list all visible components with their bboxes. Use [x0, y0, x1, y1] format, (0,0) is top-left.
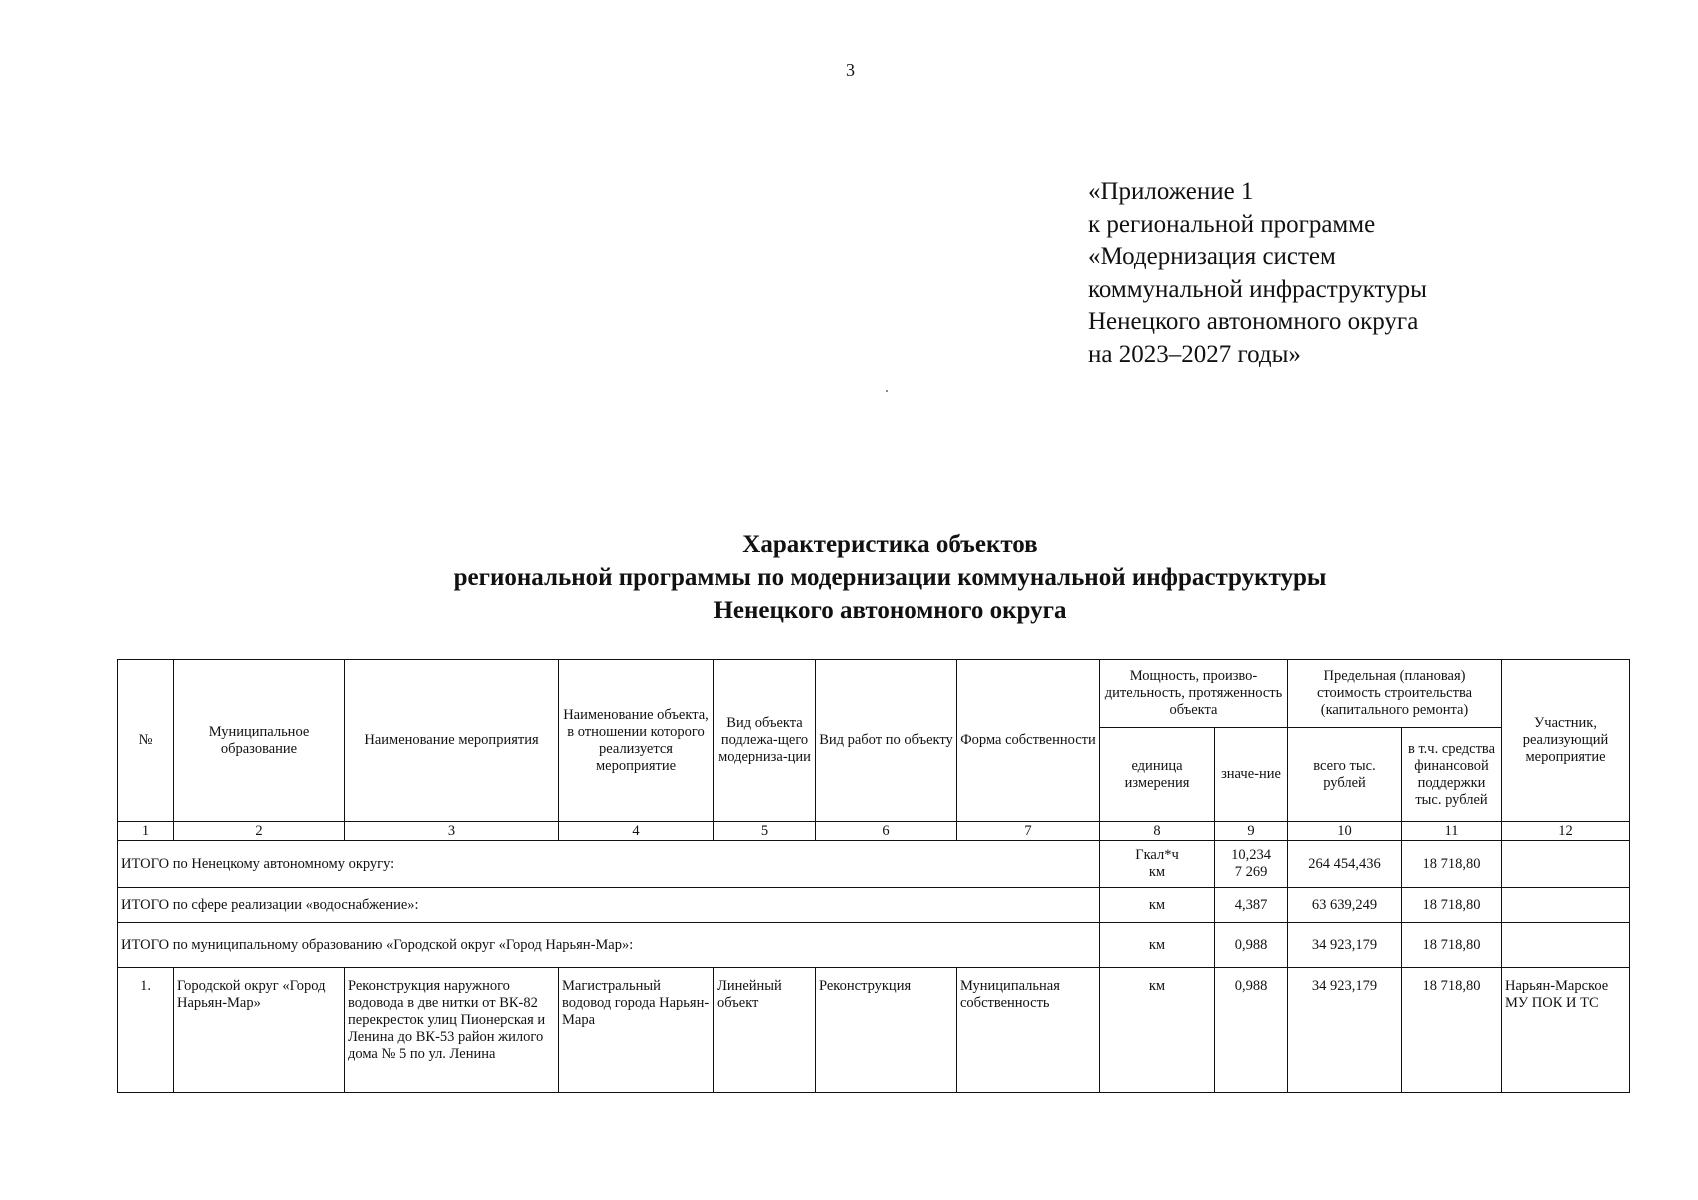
- row-participant: Нарьян-Марское МУ ПОК И ТС: [1502, 968, 1630, 1093]
- total-participant: [1502, 888, 1630, 923]
- appendix-heading: [1088, 176, 1427, 371]
- appendix-line: на 2023–2027 годы»: [1088, 340, 1301, 368]
- header-support: в т.ч. средства финансовой поддержки тыс. рублей: [1402, 728, 1502, 822]
- total-cost: 63 639,249: [1288, 888, 1402, 923]
- column-number: 2: [174, 822, 345, 841]
- total-value: 4,387: [1215, 888, 1288, 923]
- total-support: 18 718,80: [1402, 841, 1502, 888]
- total-unit-line: км: [1148, 864, 1166, 880]
- row-ownership: Муниципальная собственность: [957, 968, 1100, 1093]
- total-value-line: 10,234: [1231, 847, 1271, 863]
- header-ownership: Форма собственности: [957, 660, 1100, 822]
- header-object-type: Вид объекта подлежа-щего модерниза-ции: [714, 660, 816, 822]
- header-object-name: Наименование объекта, в отношении которого реализуется мероприятие: [559, 660, 714, 822]
- total-row-okrug: [118, 841, 1630, 888]
- total-participant: [1502, 923, 1630, 968]
- row-total: 34 923,179: [1288, 968, 1402, 1093]
- total-unit: км: [1100, 888, 1215, 923]
- header-municipality: Муниципальное образование: [174, 660, 345, 822]
- header-unit: единица измерения: [1100, 728, 1215, 822]
- header-total: всего тыс. рублей: [1288, 728, 1402, 822]
- header-work-type: Вид работ по объекту: [816, 660, 957, 822]
- total-unit: км: [1100, 923, 1215, 968]
- appendix-line: Ненецкого автономного округа: [1088, 308, 1419, 335]
- appendix-line: к региональной программе: [1088, 210, 1376, 238]
- appendix-line: «Приложение 1: [1088, 178, 1254, 205]
- column-number: 5: [714, 822, 816, 841]
- row-value: 0,988: [1215, 968, 1288, 1093]
- page-number: 3: [846, 60, 855, 80]
- total-support: 18 718,80: [1402, 923, 1502, 968]
- appendix-line: коммунальной инфраструктуры: [1088, 275, 1427, 303]
- column-number: 8: [1100, 822, 1215, 841]
- total-participant: [1502, 841, 1630, 888]
- row-support: 18 718,80: [1402, 968, 1502, 1093]
- total-support: 18 718,80: [1402, 888, 1502, 923]
- total-label: ИТОГО по сфере реализации «водоснабжение»:: [118, 888, 1100, 923]
- header-value: значе-ние: [1215, 728, 1288, 822]
- column-number: 10: [1288, 822, 1402, 841]
- total-cost: 34 923,179: [1288, 923, 1402, 968]
- row-object-type: Линейный объект: [714, 968, 816, 1093]
- document-title: [120, 528, 1660, 627]
- total-row-water: [118, 888, 1630, 923]
- title-line: региональной программы по модернизации коммунальной инфраструктуры: [453, 564, 1327, 591]
- row-work-type: Реконструкция: [816, 968, 957, 1093]
- total-value-line: 7 269: [1234, 864, 1268, 880]
- column-number-row: [118, 822, 1630, 841]
- column-number: 4: [559, 822, 714, 841]
- total-value: [1215, 841, 1288, 888]
- row-municipality: Городской округ «Город Нарьян-Мар»: [174, 968, 345, 1093]
- total-unit: [1100, 841, 1215, 888]
- total-cost: 264 454,436: [1288, 841, 1402, 888]
- column-number: 7: [957, 822, 1100, 841]
- objects-table: [117, 659, 1630, 1093]
- title-line: Характеристика объектов: [742, 531, 1038, 558]
- total-value: 0,988: [1215, 923, 1288, 968]
- total-label: ИТОГО по муниципальному образованию «Городской округ «Город Нарьян-Мар»:: [118, 923, 1100, 968]
- row-object-name: Магистральный водовод города Нарьян-Мара: [559, 968, 714, 1093]
- column-number: 9: [1215, 822, 1288, 841]
- header-participant: Участник, реализующий мероприятие: [1502, 660, 1630, 822]
- appendix-line: «Модернизация систем: [1088, 243, 1336, 270]
- total-unit-line: Гкал*ч: [1135, 847, 1179, 863]
- header-cost: Предельная (плановая) стоимость строительства (капитального ремонта): [1288, 660, 1502, 728]
- column-number: 6: [816, 822, 957, 841]
- row-measure: Реконструкция наружного водовода в две нитки от ВК-82 перекресток улиц Пионерская и Ленина до ВК-53 район жилого дома № 5 по ул. Ленина: [345, 968, 559, 1093]
- title-line: Ненецкого автономного округа: [713, 597, 1067, 624]
- header-capacity: Мощность, произво-дительность, протяженность объекта: [1100, 660, 1288, 728]
- table-row: [118, 968, 1630, 1093]
- column-number: 3: [345, 822, 559, 841]
- column-number: 12: [1502, 822, 1630, 841]
- row-no: 1.: [118, 968, 174, 1093]
- row-unit: км: [1100, 968, 1215, 1093]
- header-no: №: [118, 660, 174, 822]
- total-label: ИТОГО по Ненецкому автономному округу:: [118, 841, 1100, 888]
- scan-speck: [886, 390, 888, 392]
- column-number: 11: [1402, 822, 1502, 841]
- total-row-municipality: [118, 923, 1630, 968]
- header-measure: Наименование мероприятия: [345, 660, 559, 822]
- column-number: 1: [118, 822, 174, 841]
